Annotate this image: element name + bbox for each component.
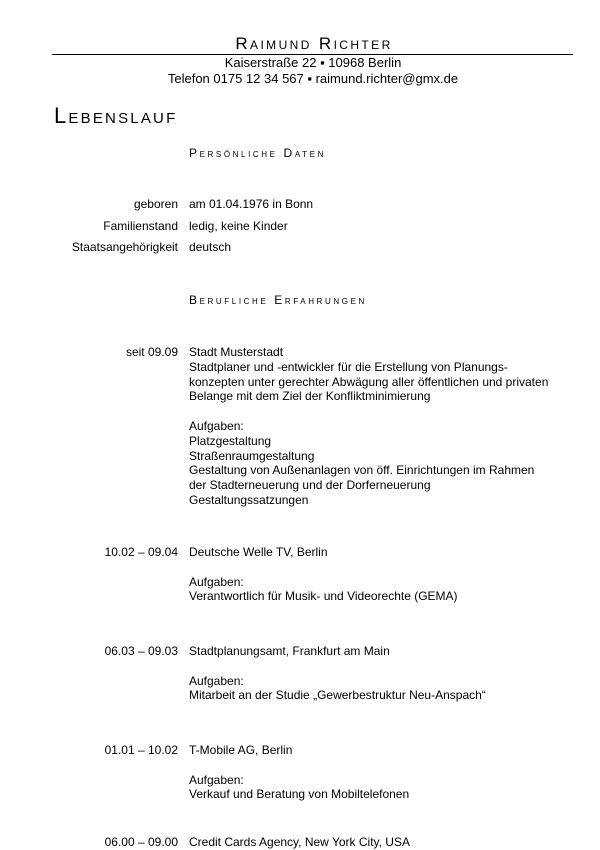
experience-task: Straßenraumgestaltung (189, 448, 315, 463)
document-title: Lebenslauf (54, 103, 178, 128)
personal-label-birth: geboren (133, 197, 178, 211)
experience-tasks-label: Aufgaben: (189, 673, 244, 688)
personal-label-nationality: Staatsangehörigkeit (71, 240, 178, 254)
applicant-contact: Telefon 0175 12 34 567 ▪ raimund.richter@gmx.de (167, 71, 459, 86)
experience-tasks-label: Aufgaben: (189, 574, 244, 589)
experience-description-line: Stadtplaner und -entwickler für die Erstellung von Planungs- (189, 359, 508, 374)
experience-employer: T-Mobile AG, Berlin (189, 743, 293, 757)
experience-task: Verkauf und Beratung von Mobiltelefonen (189, 787, 410, 802)
experience-entry (189, 835, 410, 850)
experience-employer: Deutsche Welle TV, Berlin (189, 545, 328, 559)
experience-task: Verantwortlich für Musik- und Videorechte (GEMA) (189, 589, 458, 604)
experience-period: 10.02 – 09.04 (104, 545, 178, 559)
section-heading-personal: Persönliche Daten (189, 146, 326, 160)
experience-employer: Stadtplanungsamt, Frankfurt am Main (189, 644, 390, 658)
experience-period: 01.01 – 10.02 (104, 743, 178, 757)
experience-task: der Stadterneuerung und der Dorferneuerung (189, 478, 431, 493)
section-heading-experience: Berufliche Erfahrungen (189, 293, 367, 307)
experience-employer: Credit Cards Agency, New York City, USA (189, 835, 410, 849)
experience-tasks-label: Aufgaben: (189, 418, 244, 433)
experience-task: Platzgestaltung (189, 433, 272, 448)
experience-description-line: konzepten unter gerechter Abwägung aller öffentlichen und privaten (189, 374, 549, 389)
experience-entry (189, 345, 548, 508)
applicant-name: Raimund Richter (235, 34, 393, 53)
experience-entry (189, 743, 409, 802)
personal-value-birth: am 01.04.1976 in Bonn (189, 197, 314, 211)
experience-task: Mitarbeit an der Studie „Gewerbestruktur Neu-Anspach“ (189, 688, 486, 703)
personal-label-marital-status: Familienstand (103, 219, 178, 233)
experience-entry (189, 644, 486, 703)
experience-task: Gestaltung von Außenanlagen von öff. Einrichtungen im Rahmen (189, 463, 535, 478)
personal-value-nationality: deutsch (189, 240, 232, 254)
experience-employer: Stadt Musterstadt (189, 345, 284, 359)
experience-task: Gestaltungssatzungen (189, 492, 309, 507)
personal-value-marital-status: ledig, keine Kinder (189, 219, 288, 233)
experience-period: seit 09.09 (125, 345, 178, 359)
experience-description-line: Belange mit dem Ziel der Konfliktminimierung (189, 389, 431, 404)
applicant-address: Kaiserstraße 22 ▪ 10968 Berlin (224, 55, 402, 70)
experience-period: 06.03 – 09.03 (104, 644, 178, 658)
experience-tasks-label: Aufgaben: (189, 772, 244, 787)
experience-period: 06.00 – 09.00 (104, 835, 178, 849)
experience-entry (189, 545, 458, 604)
